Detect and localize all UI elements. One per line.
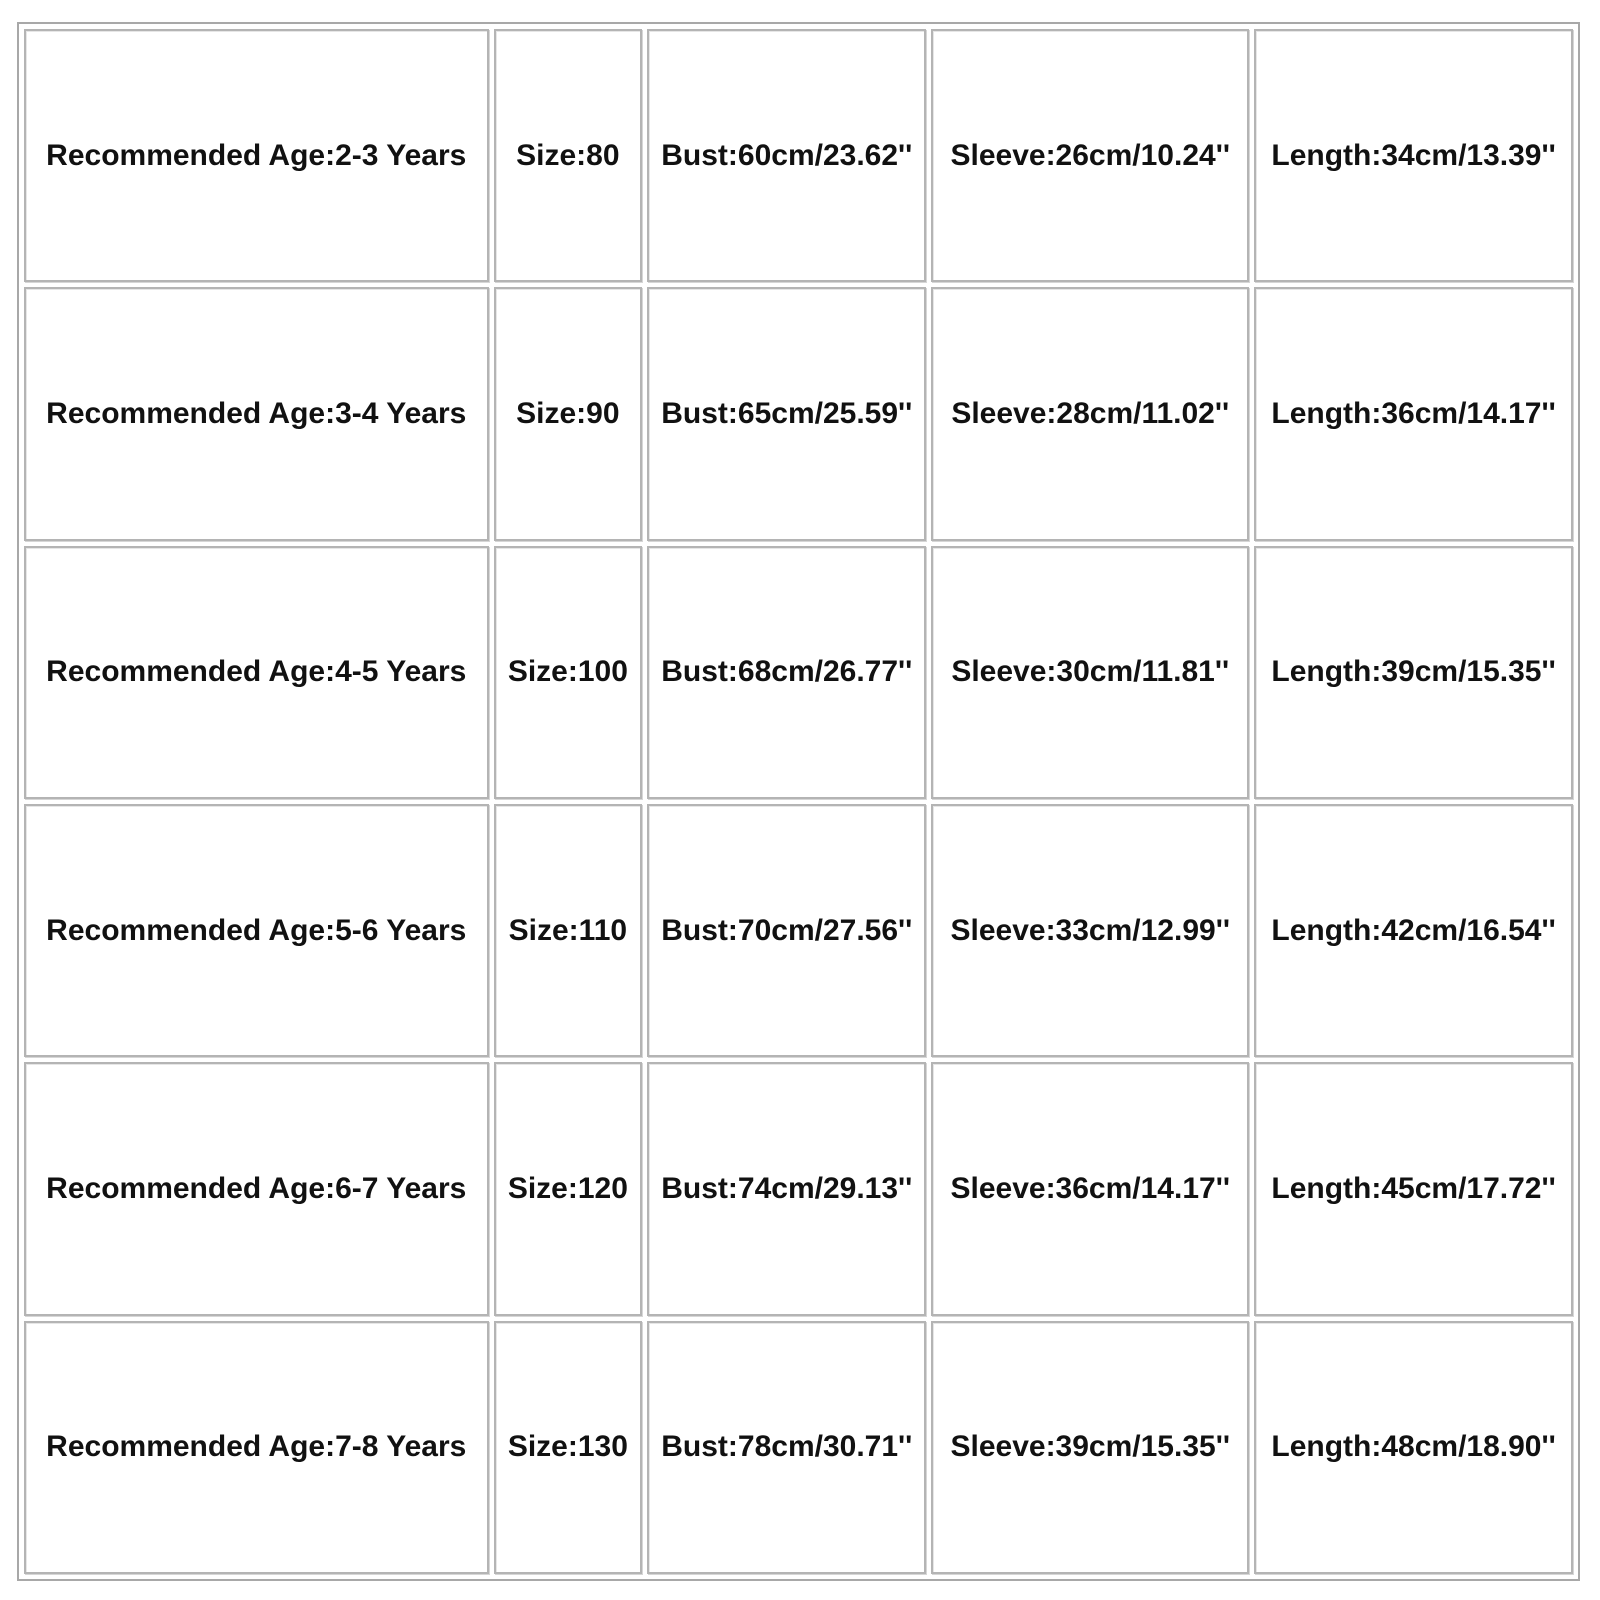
table-row xyxy=(24,287,1573,540)
bust-cell: Bust:70cm/27.56'' xyxy=(647,804,926,1057)
sleeve-cell: Sleeve:28cm/11.02'' xyxy=(931,287,1249,540)
table-row xyxy=(24,546,1573,799)
size-cell: Size:100 xyxy=(494,546,643,799)
length-cell: Length:34cm/13.39'' xyxy=(1254,29,1573,282)
bust-cell: Bust:74cm/29.13'' xyxy=(647,1062,926,1315)
bust-cell: Bust:68cm/26.77'' xyxy=(647,546,926,799)
bust-cell: Bust:78cm/30.71'' xyxy=(647,1321,926,1574)
size-cell: Size:80 xyxy=(494,29,643,282)
size-cell: Size:130 xyxy=(494,1321,643,1574)
size-cell: Size:120 xyxy=(494,1062,643,1315)
sleeve-cell: Sleeve:33cm/12.99'' xyxy=(931,804,1249,1057)
age-cell: Recommended Age:4-5 Years xyxy=(24,546,489,799)
table-row xyxy=(24,1321,1573,1574)
sleeve-cell: Sleeve:30cm/11.81'' xyxy=(931,546,1249,799)
age-cell: Recommended Age:2-3 Years xyxy=(24,29,489,282)
size-chart-table xyxy=(17,22,1580,1581)
length-cell: Length:36cm/14.17'' xyxy=(1254,287,1573,540)
table-row xyxy=(24,29,1573,282)
bust-cell: Bust:60cm/23.62'' xyxy=(647,29,926,282)
length-cell: Length:45cm/17.72'' xyxy=(1254,1062,1573,1315)
sleeve-cell: Sleeve:36cm/14.17'' xyxy=(931,1062,1249,1315)
age-cell: Recommended Age:6-7 Years xyxy=(24,1062,489,1315)
length-cell: Length:39cm/15.35'' xyxy=(1254,546,1573,799)
sleeve-cell: Sleeve:26cm/10.24'' xyxy=(931,29,1249,282)
age-cell: Recommended Age:5-6 Years xyxy=(24,804,489,1057)
size-cell: Size:110 xyxy=(494,804,643,1057)
size-cell: Size:90 xyxy=(494,287,643,540)
sleeve-cell: Sleeve:39cm/15.35'' xyxy=(931,1321,1249,1574)
length-cell: Length:48cm/18.90'' xyxy=(1254,1321,1573,1574)
age-cell: Recommended Age:7-8 Years xyxy=(24,1321,489,1574)
bust-cell: Bust:65cm/25.59'' xyxy=(647,287,926,540)
table-row xyxy=(24,1062,1573,1315)
length-cell: Length:42cm/16.54'' xyxy=(1254,804,1573,1057)
age-cell: Recommended Age:3-4 Years xyxy=(24,287,489,540)
table-row xyxy=(24,804,1573,1057)
